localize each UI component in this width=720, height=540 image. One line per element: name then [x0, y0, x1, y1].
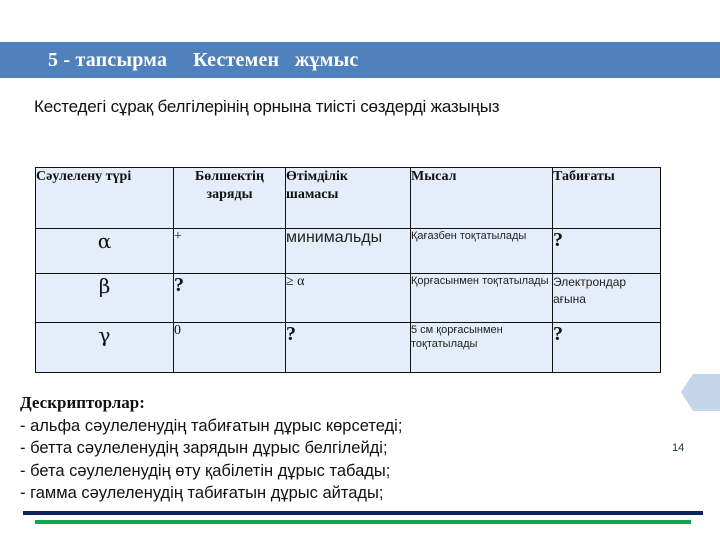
cell-penetration: ≥ α — [286, 274, 411, 323]
cell-nature: ? — [553, 229, 661, 274]
page-number: 14 — [672, 442, 685, 454]
cell-penetration: минимальды — [286, 229, 411, 274]
footer-divider-green — [35, 520, 691, 524]
table-header-row — [36, 168, 661, 229]
col-header-radiation-type: Сәулелену түрі — [36, 168, 174, 229]
slide-title: 5 - тапсырма Кестемен жұмыс — [48, 49, 359, 71]
arrow-left-icon — [681, 374, 720, 411]
col-header-nature: Табиғаты — [553, 168, 661, 229]
table-row — [36, 323, 661, 373]
cell-charge: 0 — [174, 323, 286, 373]
descriptor-item: - бета сәулеленудің өту қабілетін дұрыс табады; — [20, 461, 391, 480]
radiation-table — [35, 167, 661, 373]
descriptor-item: - альфа сәулеленудің табиғатын дұрыс көрсетеді; — [20, 416, 403, 435]
cell-example: 5 см қорғасынмен тоқтатылады — [411, 323, 553, 373]
descriptor-item: - гамма сәулеленудің табиғатын дұрыс айтады; — [20, 484, 384, 502]
title-bar — [0, 42, 720, 78]
col-header-example: Мысал — [411, 168, 553, 229]
cell-charge: + — [174, 229, 286, 274]
col-header-charge: Бөлшектің заряды — [174, 168, 286, 229]
descriptor-item: - бетта сәулеленудің зарядын дұрыс белгілейді; — [20, 439, 388, 457]
table-row — [36, 274, 661, 323]
cell-charge: ? — [174, 274, 286, 323]
cell-nature: Электрондар ағына — [553, 274, 661, 323]
cell-penetration: ? — [286, 323, 411, 373]
descriptors-title: Дескрипторлар: — [20, 393, 145, 412]
cell-example: Қағазбен тоқтатылады — [411, 229, 553, 274]
cell-nature: ? — [553, 323, 661, 373]
cell-type: α — [36, 229, 174, 274]
instruction-text: Кестедегі сұрақ белгілерінің орнына тиісті сөздерді жазыңыз — [34, 97, 500, 116]
cell-type: β — [36, 274, 174, 323]
cell-type: γ — [36, 323, 174, 373]
descriptors-block — [20, 392, 402, 505]
table-row — [36, 229, 661, 274]
col-header-penetration: Өтімділік шамасы — [286, 168, 411, 229]
footer-divider-navy — [23, 511, 703, 515]
cell-example: Қорғасынмен тоқтатылады — [411, 274, 553, 323]
